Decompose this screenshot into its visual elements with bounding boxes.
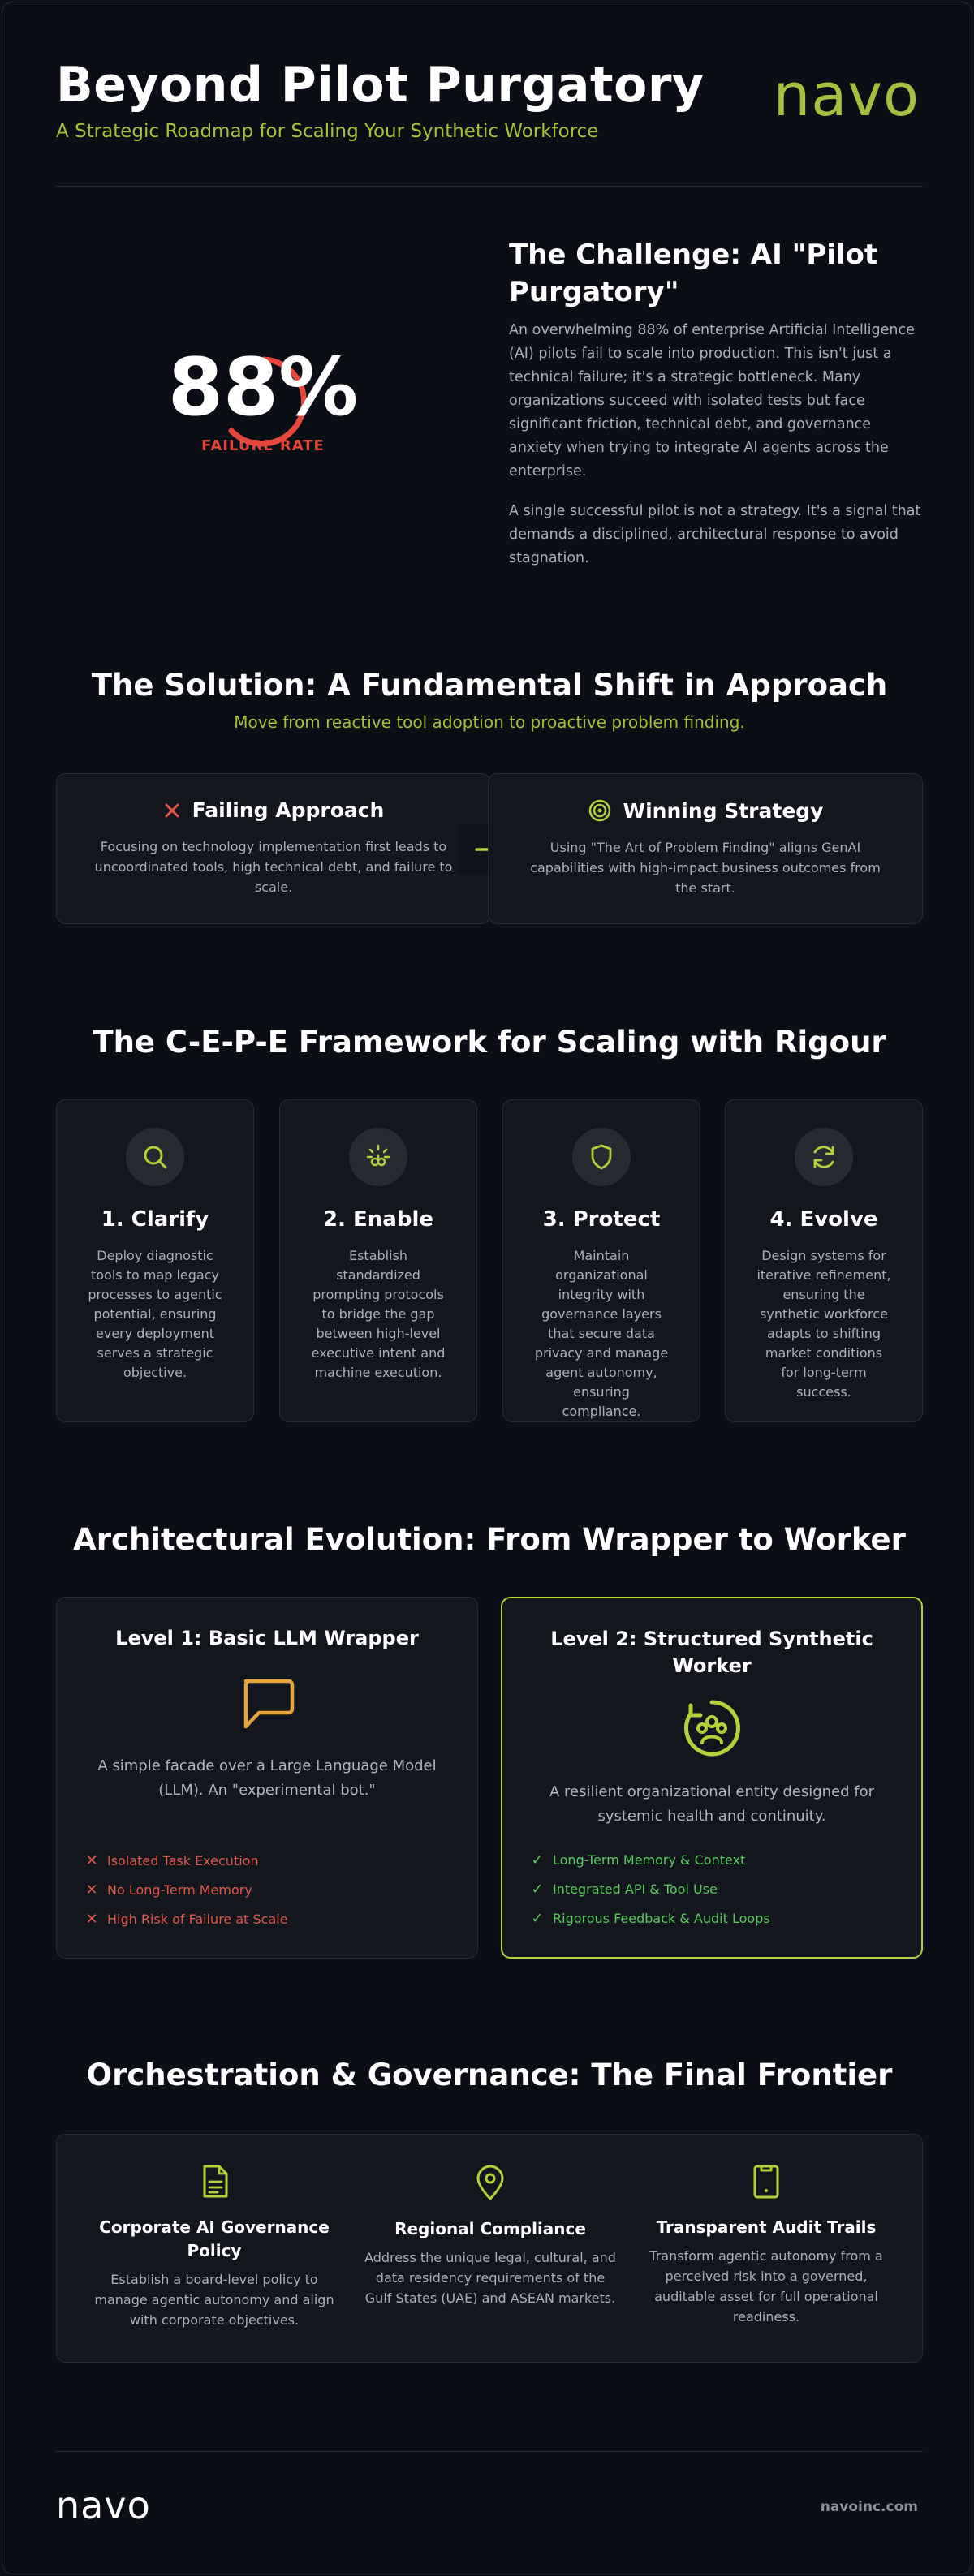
governance-item-title: Corporate AI Governance Policy: [99, 2217, 330, 2260]
check-icon: ✓: [531, 1880, 544, 1898]
document-icon: [198, 2164, 231, 2200]
list-item: ✓ Long-Term Memory & Context: [531, 1851, 746, 1869]
framework-card-text: Establish standardized prompting protocols to bridge the gap between high-level executive intent and machine execution.: [311, 1248, 446, 1380]
governance-item-text: Establish a board-level policy to manage agentic autonomy and align with corporate objectives.: [94, 2272, 334, 2328]
shield-icon: [587, 1142, 616, 1172]
clipboard-icon: [750, 2164, 782, 2200]
team-cycle-icon: [681, 1697, 743, 1759]
challenge-section: [509, 236, 923, 570]
challenge-paragraph: An overwhelming 88% of enterprise Artificial Intelligence (AI) pilots fail to scale into production. This isn't just a technical failure; it's a strategic bottleneck. Many organizations succeed with isolated tests but face significant friction, technical debt, and governance anxiety when trying to integrate AI agents across the enterprise.: [509, 322, 915, 480]
page-subtitle: A Strategic Roadmap for Scaling Your Synthetic Workforce: [56, 121, 599, 142]
framework-card-protect: [502, 1099, 700, 1422]
framework-card-title: 2. Enable: [323, 1207, 433, 1232]
map-pin-icon: [474, 2164, 506, 2201]
governance-item-text: Address the unique legal, cultural, and data residency requirements of the Gulf States (UAE) and ASEAN markets.: [364, 2250, 616, 2306]
governance-item-text: Transform agentic autonomy from a perceived risk into a governed, auditable asset for full operational readiness.: [649, 2248, 883, 2324]
framework-card-text: Deploy diagnostic tools to map legacy processes to agentic potential, ensuring every deployment serves a strategic objective.: [88, 1248, 222, 1380]
check-icon: ✓: [531, 1851, 544, 1869]
header: [56, 53, 923, 150]
framework-card-evolve: [725, 1099, 923, 1422]
level2-description: A resilient organizational entity designed for systemic health and continuity.: [549, 1783, 875, 1825]
divider: [56, 186, 923, 187]
solution-subtitle: Move from reactive tool adoption to proactive problem finding.: [234, 712, 745, 732]
solution-title: The Solution: A Fundamental Shift in Approach: [91, 668, 888, 703]
level2-title: Level 2: Structured Synthetic Worker: [550, 1628, 873, 1677]
level2-card: [501, 1597, 923, 1959]
stat-label: FAILURE RATE: [201, 437, 325, 454]
governance-item-title: Regional Compliance: [394, 2219, 586, 2238]
winning-heading: Winning Strategy: [623, 798, 824, 823]
governance-item: [636, 2164, 896, 2327]
framework-card-clarify: [56, 1099, 254, 1422]
sparkle-tool-icon: [364, 1142, 393, 1172]
check-icon: ✓: [531, 1909, 544, 1927]
refresh-icon: [808, 1142, 839, 1172]
chat-bubble-icon: [238, 1676, 296, 1731]
list-item: ✕ No Long-Term Memory: [85, 1881, 252, 1899]
page-title: Beyond Pilot Purgatory: [56, 57, 705, 114]
footer-url-link[interactable]: navoinc.com: [820, 2499, 918, 2515]
challenge-paragraph: A single successful pilot is not a strategy. It's a signal that demands a disciplined, architectural response to avoid stagnation.: [509, 503, 921, 566]
level2-list: [530, 1845, 770, 1933]
list-item: ✓ Integrated API & Tool Use: [531, 1880, 718, 1898]
governance-item-title: Transparent Audit Trails: [656, 2217, 877, 2237]
level1-card: [56, 1597, 478, 1959]
list-item: ✕ High Risk of Failure at Scale: [85, 1910, 288, 1928]
level1-title: Level 1: Basic LLM Wrapper: [115, 1627, 419, 1649]
governance-item: [84, 2164, 344, 2330]
page-frame: [2, 2, 972, 2574]
x-icon: ✕: [85, 1851, 98, 1869]
failing-text: Focusing on technology implementation first leads to uncoordinated tools, high technical debt, and failure to scale.: [94, 839, 453, 895]
footer-logo[interactable]: navo: [56, 2484, 151, 2527]
governance-card: [56, 2134, 923, 2363]
framework-card-title: 4. Evolve: [769, 1207, 878, 1232]
footer-divider: [56, 2451, 923, 2452]
x-icon: ✕: [85, 1910, 98, 1928]
stat-value: 88%: [167, 342, 359, 434]
winning-text: Using "The Art of Problem Finding" aligns GenAI capabilities with high-impact business outcomes from the start.: [530, 840, 881, 896]
x-icon: [163, 802, 181, 819]
failure-stat: [56, 295, 470, 473]
x-icon: ✕: [85, 1881, 98, 1899]
level1-description: A simple facade over a Large Language Model (LLM). An "experimental bot.": [97, 1757, 437, 1799]
search-icon: [140, 1142, 170, 1172]
governance-title: Orchestration & Governance: The Final Frontier: [86, 2058, 893, 2092]
framework-card-enable: [279, 1099, 477, 1422]
failing-approach-card: [56, 773, 491, 924]
list-item: ✓ Rigorous Feedback & Audit Loops: [531, 1909, 770, 1927]
list-item: ✕ Isolated Task Execution: [85, 1851, 259, 1869]
framework-title: The C-E-P-E Framework for Scaling with Rigour: [93, 1025, 886, 1060]
failing-heading: Failing Approach: [192, 798, 385, 822]
governance-item: [360, 2164, 620, 2308]
target-icon: [588, 798, 612, 823]
framework-card-title: 3. Protect: [542, 1207, 661, 1232]
framework-card-title: 1. Clarify: [101, 1207, 209, 1232]
level1-list: [84, 1846, 288, 1933]
framework-card-text: Design systems for iterative refinement, ensuring the synthetic workforce adapts to shifting market conditions for long-term success.: [756, 1248, 891, 1400]
navo-logo[interactable]: navo: [773, 61, 920, 129]
framework-card-text: Maintain organizational integrity with governance layers that secure data privacy and manage agent autonomy, ensuring compliance.: [534, 1248, 669, 1419]
winning-strategy-card: [488, 773, 923, 924]
architecture-title: Architectural Evolution: From Wrapper to Worker: [73, 1522, 906, 1557]
challenge-heading: The Challenge: AI "Pilot Purgatory": [509, 239, 878, 308]
